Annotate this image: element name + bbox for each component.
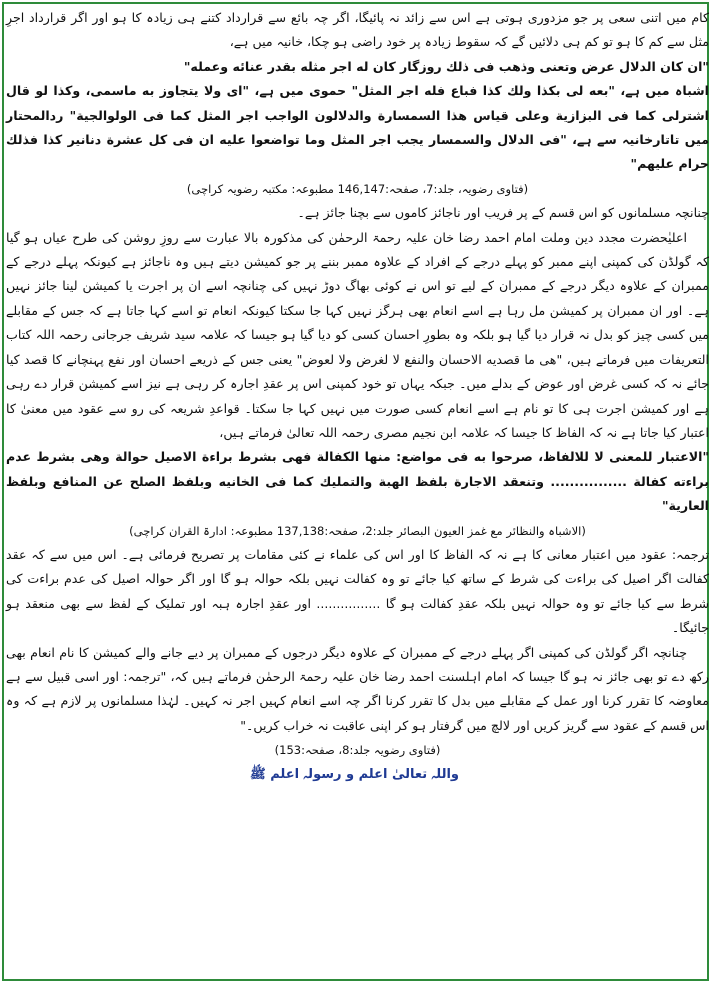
- reference-2: (الاشباہ والنظائر مع غمز العیون البصائر جلد:2، صفحہ:137,138 مطبوعہ: ادارۃ القران کراچی): [129, 523, 586, 538]
- reference-1: (فتاوی رضویہ، جلد:7، صفحہ:146,147 مطبوعہ: مکتبہ رضویہ کراچی): [186, 181, 529, 196]
- paragraph-4: چنانچہ اگر گولڈن کی کمپنی اگر پہلے درجے کے ممبران کے علاوہ دیگر درجوں کے ممبران پر دیے جانے والے کمیشن کا نام انعام بھی رکھ دے تو بھی جائز نہ ہو گا جیسا کہ امام اہلسنت احمد رضا خان علیہ رحمۃ الرحمٰن فرماتے ہیں کہ، "ترجمہ: اور اسی قبیل سے ہے معاوضہ کا تقرر کرنا اور عمل کے مقابلے میں بدل کا تقرر کرنا اگر چہ اسے انعام کہیں اجر نہ کہیں۔ لہٰذا مسلمانوں پر لازم ہے کہ وہ اس قسم کے عقود سے گریز کریں اور لالچ میں گرفتار ہو کر اپنی عاقبت نہ خراب کریں۔": [6, 644, 709, 733]
- translation-paragraph: ترجمہ: عقود میں اعتبار معانی کا ہے نہ کہ الفاظ کا اور اس کی علماء نے کئی مقامات پر تصریح فرمائی ہے۔ اس میں سے کہ عقد کفالت اگر اصیل کی براءت کی شرط کے ساتھ کیا جائے تو وہ کفالت نہیں بلکہ حوالہ ہو گا اور اگر حوالہ اصیل کی عدم براءت کی شرط سے کیا جائے تو وہ حوالہ نہیں بلکہ عقدِ کفالت ہو گا ................ اور عقدِ اجارہ ہبہ اور تملیک کے لفظ سے بھی منعقد ہو جائیگا۔: [6, 546, 709, 636]
- paragraph-3: اعلیٰحضرت مجدد دین وملت امام احمد رضا خان علیہ رحمۃ الرحمٰن کی مذکورہ بالا عبارت سے روزِ روشن کی طرح عیاں ہو گیا کہ گولڈن کی کمپنی اپنے ممبر کو پہلے درجے کے افراد کے علاوہ ممبر بننے پر جو کمیشن دیتے ہیں وہ ناجائز ہے کیونکہ پہلے درجے کے ممبران کے علاوہ دیگر درجے کے ممبران کے لیے تو اس نے کوئی بھاگ دوڑ نہیں کی چنانچہ اسے ان پر اجرت یا کمیشن لینا جائز نہیں ہے۔ اور ان ممبران پر کمیشن مل رہا ہے اسے انعام بھی ہرگز نہیں کہا جا سکتا کیونکہ انعام تو اسے کہا جاتا ہے کہ جس کے مقابلے میں کسی چیز کو بدل نہ قرار دیا گیا ہو بلکہ وہ بطورِ احسان کسی کو دیا گیا ہو جیسا کہ علامہ سید شریف جرجانی رحمہ اللہ کتاب التعریفات میں فرماتے ہیں، "هى ما قصديه الاحسان والنفع لا لغرض ولا لعوض" یعنی جس کے ذریعے احسان اور نفع پہنچانے کا قصد کیا جائے نہ کہ کسی غرض اور عوض کے بدلے میں۔ جبکہ یہاں تو خود کمپنی اس پر عقدِ اجارہ کر رہی ہے نیز اسے کمیشن قرار دے رہی ہے اور کمیشن اجرت ہی کا تو نام ہے اسے انعام کسی صورت میں نہیں کہا جا سکتا۔ قواعدِ شریعہ کی رو سے عقود میں معنیٰ کا اعتبار کیا جاتا ہے نہ کہ الفاظ کا جیسا کہ علامہ ابن نجیم مصری رحمہ اللہ تعالیٰ فرماتے ہیں،: [6, 229, 709, 440]
- closing-formula: [6, 763, 709, 787]
- arabic-quote-khaniya: "ان كان الدلال عرض وتعنى وذهب فى ذلك روزگار كان له اجر مثله بقدر عنائه وعمله": [183, 58, 709, 74]
- paragraph-1: کام میں اتنی سعی پر جو مزدوری ہوتی ہے اس سے زائد نہ پائیگا، اگر چہ بائع سے قرارداد کتنے ہی زیادہ کا ہو اور اگر قرارداد اجرِ مثل سے کم کا ہو تو کم ہی دلائیں گے کہ سقوط زیادہ پر خود راضی ہو چکا، خانیہ میں ہے،: [6, 10, 709, 50]
- document-body: [6, 6, 709, 787]
- arabic-quote-ibn-nujaym: "الاعتبار للمعنى لا للالفاظ، صرحوا به فى مواضع: منها الكفالة فهى بشرط براءة الاصيل حوالة وهى بشرط عدم براءته كفالة ................ وتنعقد الاجارة بلفظ الهبة والتمليك كما فى الخانيه وبلفظ الصلح عن المنافع وبلفظ العارية": [6, 449, 709, 514]
- closing-text: واللہ تعالیٰ اعلم و رسولہ اعلم: [270, 766, 459, 782]
- honorific-glyph: ﷺ: [249, 766, 266, 782]
- reference-3: (فتاوی رضویہ جلد:8، صفحہ:153): [274, 743, 441, 758]
- paragraph-2: چنانچہ مسلمانوں کو اس قسم کے پر فریب اور ناجائز کاموں سے بچنا جائز ہے۔: [297, 205, 709, 221]
- arabic-quote-ashbah: اشباہ میں ہے، "بعه لى بكذا ولك كذا فباع فله اجر المثل" حموی میں ہے، "اى ولا يتجاوز به ماسمى، وكذا لو قال اشترلى كما فى البزازية وعلى قياس هذا السمسارة والدلالون الواجب اجر المثل كما فى الولوالجية" ردالمحتار میں تاتارخانیہ سے ہے، "فى الدلال والسمسار يجب اجر المثل وما تواضعوا عليه ان فى كل عشرة دنانير كذا فذلك حرام عليهم": [6, 83, 709, 172]
